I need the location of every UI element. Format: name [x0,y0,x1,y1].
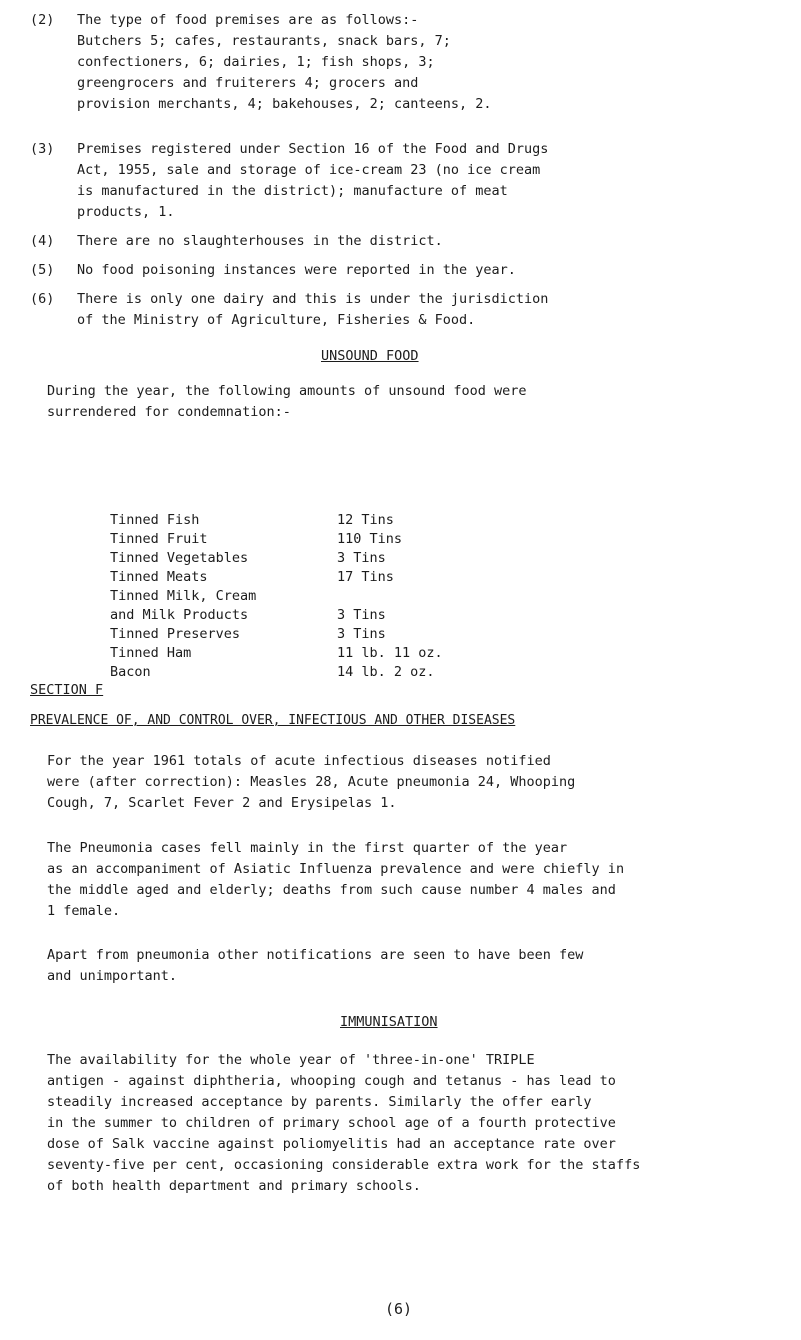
table-row [110,587,443,625]
section-heading: SECTION F [30,682,104,698]
quantity-cell: 3 Tins [337,626,386,642]
table-row [110,663,443,682]
item-number: (5) [30,262,55,278]
article-cell: Tinned Ham [110,645,192,661]
item-text: There is only one dairy and this is under the jurisdiction of the Ministry of Agriculture, Fisheries & Food. [77,291,549,328]
item-number: (6) [30,291,55,307]
quantity-cell: 12 Tins [337,512,394,528]
unsound-food-heading: UNSOUND FOOD [321,348,419,364]
condemnation-table [110,511,443,682]
item-number: (3) [30,141,55,157]
list-item-4 [30,231,775,252]
article-cell: Tinned Meats [110,569,208,585]
infectious-diseases-paragraph: For the year 1961 totals of acute infectious diseases notified were (after correction): Measles 28, Acute pneumonia 24, Whooping Cough, 7, Scarlet Fever 2 and Erysipelas 1. [47,753,576,811]
unsound-food-intro: During the year, the following amounts of unsound food were surrendered for condemnation:- [47,383,527,420]
article-cell: Bacon [110,664,151,680]
notifications-paragraph: Apart from pneumonia other notifications are seen to have been few and unimportant. [47,947,584,984]
pneumonia-paragraph: The Pneumonia cases fell mainly in the first quarter of the year as an accompaniment of Asiatic Influenza prevalence and were chiefly in the middle aged and elderly; deaths from such cause number 4 males and 1 female. [47,840,625,919]
quantity-cell: 17 Tins [337,569,394,585]
item-text: The type of food premises are as follows:- Butchers 5; cafes, restaurants, snack bars, 7; confectioners, 6; dairies, 1; fish shops, 3; greengrocers and fruiterers 4; grocers and provision merchants, 4; bakehouses, 2; canteens, 2. [77,12,492,112]
list-item-5 [30,260,775,281]
table-row [110,530,443,549]
article-cell: Tinned Milk, Cream and Milk Products [110,588,257,623]
article-cell: Tinned Vegetables [110,550,249,566]
item-text: There are no slaughterhouses in the district. [77,233,443,249]
quantity-cell: 3 Tins [337,607,386,623]
table-row [110,549,443,568]
table-row [110,625,443,644]
quantity-cell: 3 Tins [337,550,386,566]
item-number: (2) [30,12,55,28]
section-subheading: PREVALENCE OF, AND CONTROL OVER, INFECTIOUS AND OTHER DISEASES [30,713,516,728]
list-item-3 [30,139,775,223]
page-number: (6) [385,1300,413,1318]
list-item-2 [30,10,775,115]
table-row [110,568,443,587]
table-row [110,511,443,530]
item-text: Premises registered under Section 16 of the Food and Drugs Act, 1955, sale and storage of ice-cream 23 (no ice cream is manufactured in the district); manufacture of meat products, 1. [77,141,549,220]
immunisation-heading: IMMUNISATION [340,1014,438,1030]
quantity-cell: 11 lb. 11 oz. [337,645,443,661]
article-cell: Tinned Preserves [110,626,241,642]
item-text: No food poisoning instances were reported in the year. [77,262,516,278]
immunisation-paragraph: The availability for the whole year of 'three-in-one' TRIPLE antigen - against diphtheria, whooping cough and tetanus - has lead to steadily increased acceptance by parents. Similarly the offer early in the summer to children of primary school age of a fourth protective dose of Salk vaccine against poliomyelitis had an acceptance rate over seventy-five per cent, occasioning considerable extra work for the staffs of both health department and primary schools. [47,1052,641,1194]
list-item-6 [30,289,775,331]
quantity-cell: 110 Tins [337,531,403,547]
quantity-cell: 14 lb. 2 oz. [337,664,435,680]
article-cell: Tinned Fruit [110,531,208,547]
article-cell: Tinned Fish [110,512,200,528]
item-number: (4) [30,233,55,249]
table-row [110,644,443,663]
